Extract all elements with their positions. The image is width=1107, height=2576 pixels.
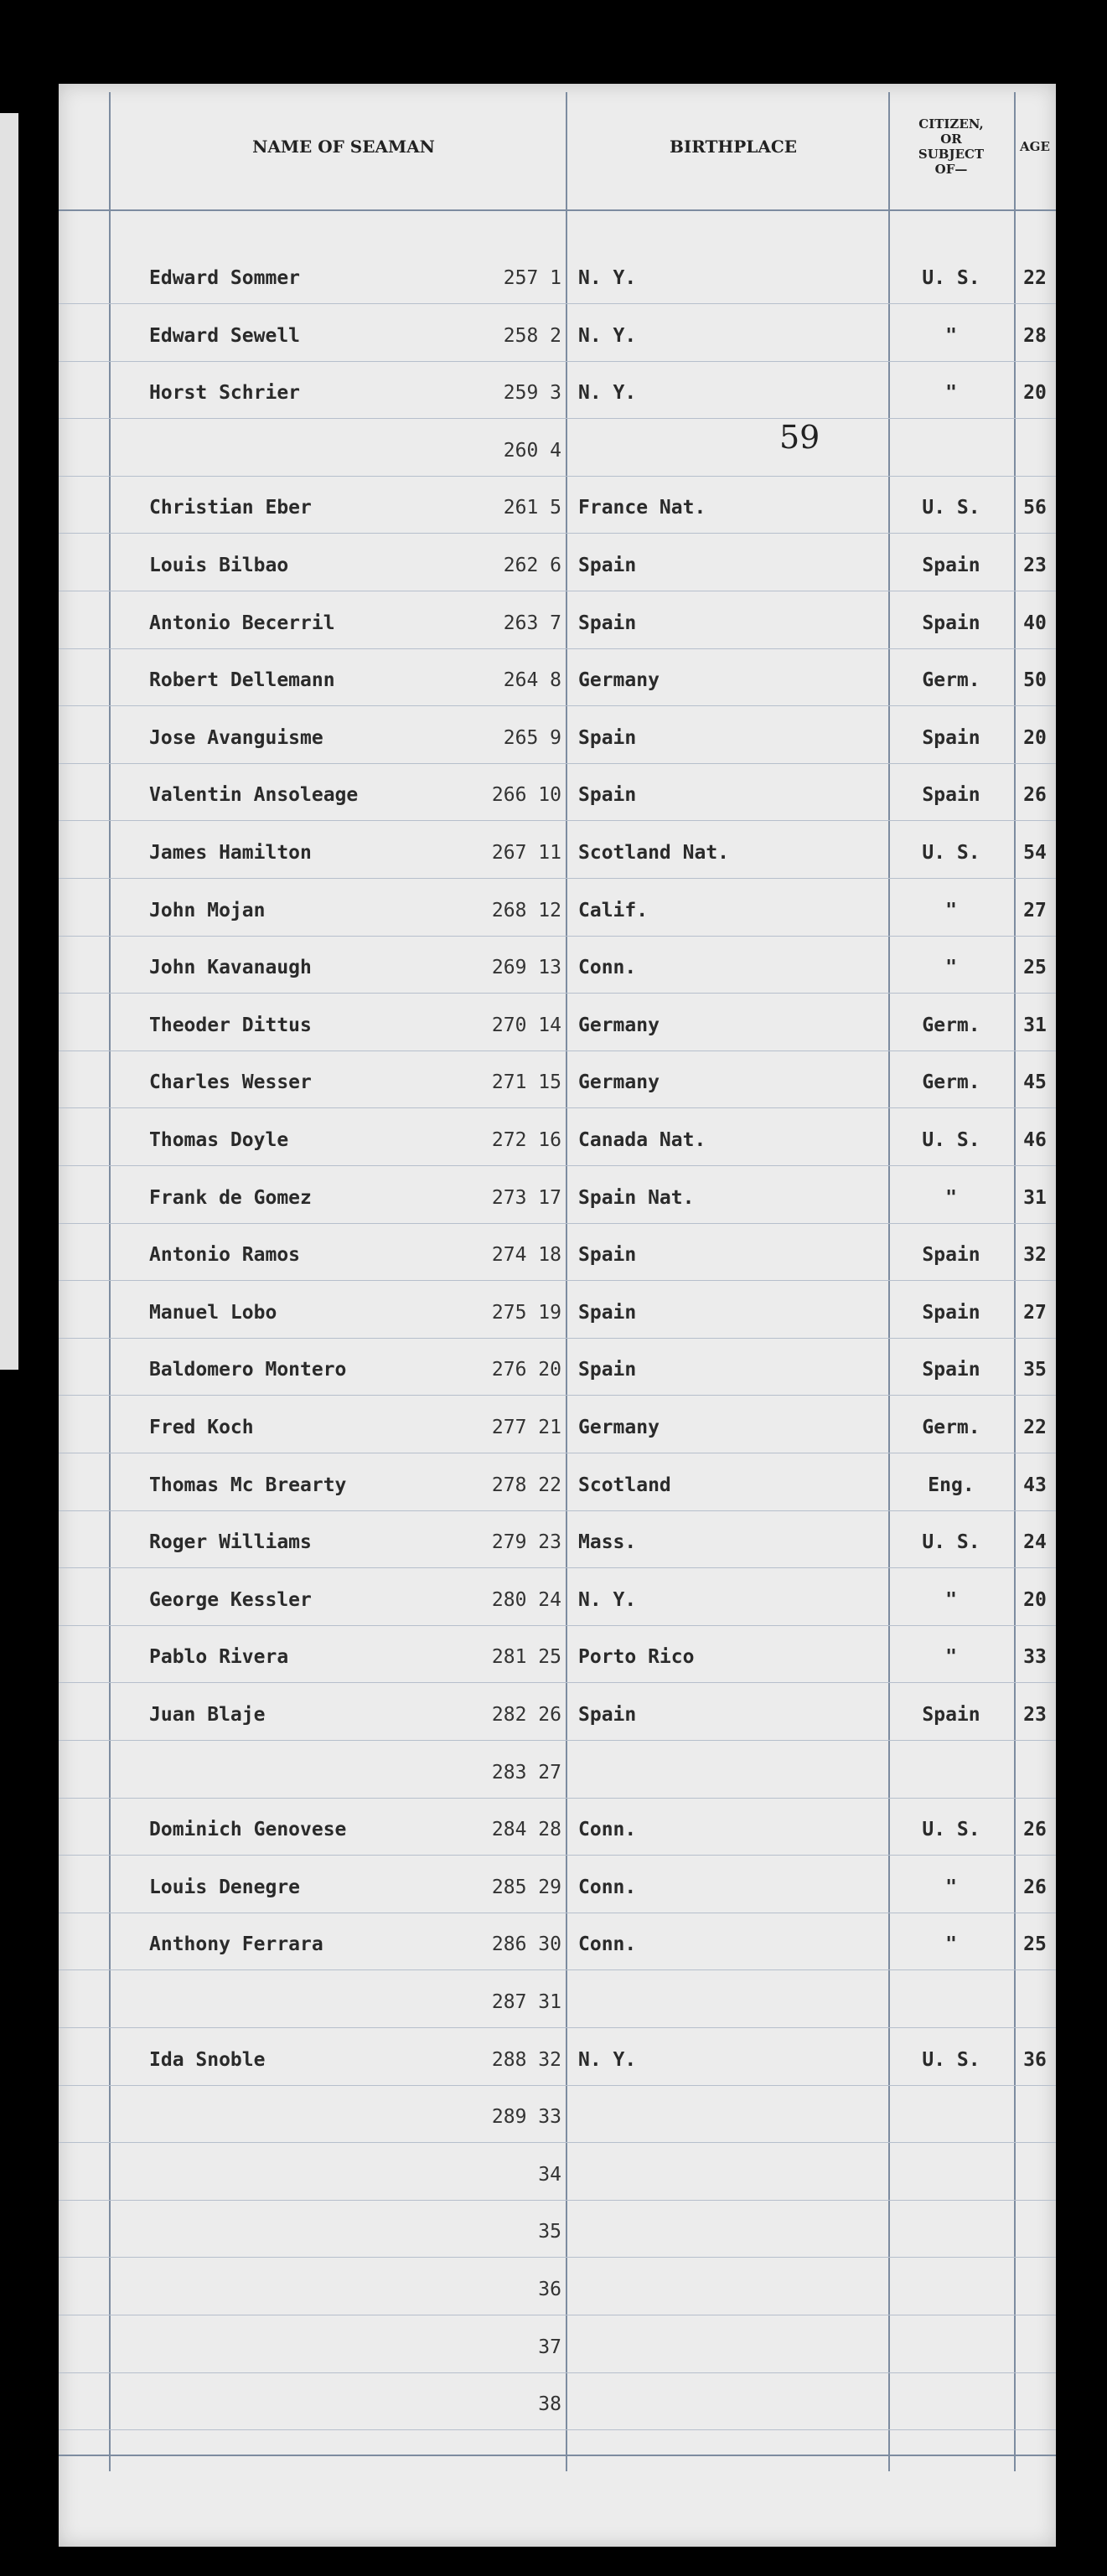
citizenship: " xyxy=(945,1646,957,1669)
age: 45 xyxy=(1023,1071,1047,1094)
age: 20 xyxy=(1023,726,1047,749)
seaman-name: Juan Blaje xyxy=(149,1704,266,1726)
birthplace: N. Y. xyxy=(578,267,637,289)
citizenship: " xyxy=(945,899,957,921)
birthplace: Conn. xyxy=(578,1819,637,1841)
seaman-name: Ida Snoble xyxy=(149,2048,266,2071)
citizenship: Germ. xyxy=(922,1014,980,1036)
line-number: 264 8 xyxy=(503,669,561,692)
birthplace: N. Y. xyxy=(578,2048,637,2071)
seaman-name: Roger Williams xyxy=(149,1531,312,1554)
birthplace: Porto Rico xyxy=(578,1646,695,1669)
table-row xyxy=(59,305,1056,362)
birthplace: Germany xyxy=(578,1417,660,1438)
table-row xyxy=(59,937,1056,994)
citizenship: Spain xyxy=(922,1359,980,1381)
line-number: 280 24 xyxy=(491,1588,561,1611)
age: 25 xyxy=(1023,1933,1047,1956)
citizenship: U. S. xyxy=(922,2048,980,2071)
age: 23 xyxy=(1023,555,1047,576)
citizenship: " xyxy=(945,1588,957,1611)
line-number: 269 13 xyxy=(491,957,561,979)
birthplace: N. Y. xyxy=(578,382,637,405)
line-number: 34 xyxy=(538,2163,561,2186)
line-number: 285 29 xyxy=(491,1876,561,1898)
seaman-name: George Kessler xyxy=(149,1588,312,1611)
table-row xyxy=(59,649,1056,706)
table-row xyxy=(59,1454,1056,1511)
seaman-name: Manuel Lobo xyxy=(149,1301,277,1324)
age: 25 xyxy=(1023,957,1047,979)
line-number: 257 1 xyxy=(503,267,561,289)
table-row xyxy=(59,1569,1056,1626)
birthplace: Calif. xyxy=(578,899,649,921)
table-row xyxy=(59,1684,1056,1741)
citizenship: " xyxy=(945,324,957,347)
birthplace-header: BIRTHPLACE xyxy=(669,137,798,157)
line-number: 266 10 xyxy=(491,784,561,807)
citizenship: " xyxy=(945,1186,957,1209)
birthplace: Conn. xyxy=(578,1876,637,1898)
birthplace: Conn. xyxy=(578,957,637,979)
citizenship: U. S. xyxy=(922,1819,980,1841)
table-row xyxy=(59,1339,1056,1396)
citizenship: U. S. xyxy=(922,267,980,289)
age: 50 xyxy=(1023,669,1047,692)
birthplace: Germany xyxy=(578,1014,660,1036)
line-number: 287 31 xyxy=(491,1991,561,2013)
age: 28 xyxy=(1023,324,1047,347)
citizenship: " xyxy=(945,1876,957,1898)
citizenship: U. S. xyxy=(922,842,980,864)
citizenship: " xyxy=(945,1933,957,1956)
citizenship: Germ. xyxy=(922,1417,980,1438)
birthplace: Spain xyxy=(578,1704,637,1726)
line-number: 259 3 xyxy=(503,382,561,405)
birthplace: Scotland xyxy=(578,1474,671,1496)
birthplace: Spain xyxy=(578,555,637,576)
name-header: NAME OF SEAMAN xyxy=(252,137,435,157)
age: 46 xyxy=(1023,1129,1047,1151)
line-number: 282 26 xyxy=(491,1704,561,1726)
table-row xyxy=(59,247,1056,304)
table-row xyxy=(59,2316,1056,2373)
table-row xyxy=(59,1109,1056,1166)
table-row xyxy=(59,822,1056,879)
table-row xyxy=(59,592,1056,649)
line-number: 268 12 xyxy=(491,899,561,921)
age: 22 xyxy=(1023,1417,1047,1438)
citizenship: Eng. xyxy=(928,1474,975,1496)
citizenship: Spain xyxy=(922,1244,980,1267)
age: 54 xyxy=(1023,842,1047,864)
age-header: AGE xyxy=(1020,139,1050,154)
seaman-name: Theoder Dittus xyxy=(149,1014,312,1036)
seaman-name: Antonio Ramos xyxy=(149,1244,301,1267)
seaman-name: Louis Bilbao xyxy=(149,555,289,576)
birthplace: France Nat. xyxy=(578,497,706,519)
seaman-name: James Hamilton xyxy=(149,842,312,864)
birthplace: Spain Nat. xyxy=(578,1186,695,1209)
seaman-name: Baldomero Montero xyxy=(149,1359,347,1381)
citizenship: Spain xyxy=(922,726,980,749)
age: 26 xyxy=(1023,1876,1047,1898)
table-row xyxy=(59,994,1056,1051)
table-row xyxy=(59,2373,1056,2430)
age: 31 xyxy=(1023,1186,1047,1209)
line-number: 261 5 xyxy=(503,497,561,519)
seaman-name: Dominich Genovese xyxy=(149,1819,347,1841)
table-row xyxy=(59,2259,1056,2315)
line-number: 258 2 xyxy=(503,324,561,347)
citizenship: Spain xyxy=(922,1301,980,1324)
table-row xyxy=(59,420,1056,477)
table-row xyxy=(59,2201,1056,2258)
seaman-name: Anthony Ferrara xyxy=(149,1933,323,1956)
table-row xyxy=(59,1051,1056,1108)
table-row xyxy=(59,1971,1056,2028)
line-number: 271 15 xyxy=(491,1071,561,1094)
birthplace: Spain xyxy=(578,726,637,749)
line-number: 276 20 xyxy=(491,1359,561,1381)
age: 43 xyxy=(1023,1474,1047,1496)
age: 32 xyxy=(1023,1244,1047,1267)
seaman-name: John Mojan xyxy=(149,899,266,921)
citizenship: Spain xyxy=(922,784,980,807)
birthplace: Germany xyxy=(578,669,660,692)
table-row xyxy=(59,2029,1056,2086)
citizenship: Spain xyxy=(922,612,980,634)
citizen-header: CITIZEN, OR SUBJECT OF— xyxy=(918,116,985,177)
citizenship: " xyxy=(945,382,957,405)
birthplace: Canada Nat. xyxy=(578,1129,706,1151)
line-number: 283 27 xyxy=(491,1761,561,1784)
line-number: 270 14 xyxy=(491,1014,561,1036)
line-number: 272 16 xyxy=(491,1129,561,1151)
birthplace: Spain xyxy=(578,784,637,807)
age: 36 xyxy=(1023,2048,1047,2071)
line-number: 263 7 xyxy=(503,612,561,634)
seaman-name: Pablo Rivera xyxy=(149,1646,289,1669)
birthplace: Scotland Nat. xyxy=(578,842,730,864)
seaman-name: Horst Schrier xyxy=(149,382,301,405)
line-number: 273 17 xyxy=(491,1186,561,1209)
age: 40 xyxy=(1023,612,1047,634)
table-row xyxy=(59,880,1056,937)
seaman-name: Antonio Becerril xyxy=(149,612,335,634)
table-row xyxy=(59,1742,1056,1799)
line-number: 278 22 xyxy=(491,1474,561,1496)
seaman-name: Robert Dellemann xyxy=(149,669,335,692)
handwritten-page-number: 59 xyxy=(779,419,820,456)
header-rule xyxy=(59,209,1056,211)
line-number: 289 33 xyxy=(491,2106,561,2129)
seaman-name: Frank de Gomez xyxy=(149,1186,312,1209)
citizenship: Spain xyxy=(922,1704,980,1726)
table-row xyxy=(59,707,1056,764)
line-number: 260 4 xyxy=(503,439,561,462)
birthplace: Mass. xyxy=(578,1531,637,1554)
seaman-name: Louis Denegre xyxy=(149,1876,301,1898)
seaman-name: John Kavanaugh xyxy=(149,957,312,979)
table-row xyxy=(59,1511,1056,1568)
age: 24 xyxy=(1023,1531,1047,1554)
line-number: 265 9 xyxy=(503,726,561,749)
seaman-name: Thomas Doyle xyxy=(149,1129,289,1151)
age: 27 xyxy=(1023,899,1047,921)
seaman-name: Fred Koch xyxy=(149,1417,254,1438)
birthplace: N. Y. xyxy=(578,324,637,347)
line-number: 279 23 xyxy=(491,1531,561,1554)
table-row xyxy=(59,764,1056,821)
table-row xyxy=(59,477,1056,534)
line-number: 284 28 xyxy=(491,1819,561,1841)
age: 23 xyxy=(1023,1704,1047,1726)
seaman-name: Edward Sewell xyxy=(149,324,301,347)
age: 56 xyxy=(1023,497,1047,519)
citizenship: " xyxy=(945,957,957,979)
line-number: 36 xyxy=(538,2279,561,2300)
age: 33 xyxy=(1023,1646,1047,1669)
table-row xyxy=(59,1856,1056,1913)
seaman-name: Charles Wesser xyxy=(149,1071,312,1094)
line-number: 286 30 xyxy=(491,1933,561,1956)
line-number: 274 18 xyxy=(491,1244,561,1267)
birthplace: Spain xyxy=(578,612,637,634)
line-number: 275 19 xyxy=(491,1301,561,1324)
table-row xyxy=(59,2086,1056,2143)
seaman-name: Jose Avanguisme xyxy=(149,726,323,749)
table-row xyxy=(59,534,1056,591)
table-row xyxy=(59,1913,1056,1970)
citizenship: U. S. xyxy=(922,497,980,519)
age: 22 xyxy=(1023,267,1047,289)
line-number: 277 21 xyxy=(491,1417,561,1438)
line-number: 281 25 xyxy=(491,1646,561,1669)
seaman-name: Valentin Ansoleage xyxy=(149,784,359,807)
age: 35 xyxy=(1023,1359,1047,1381)
table-row xyxy=(59,2144,1056,2201)
age: 20 xyxy=(1023,382,1047,405)
birthplace: Spain xyxy=(578,1301,637,1324)
table-row xyxy=(59,1224,1056,1281)
table-row xyxy=(59,362,1056,419)
table-row xyxy=(59,1396,1056,1453)
line-number: 37 xyxy=(538,2336,561,2358)
table-row xyxy=(59,1799,1056,1856)
citizenship: Germ. xyxy=(922,1071,980,1094)
line-number: 38 xyxy=(538,2393,561,2416)
table-row xyxy=(59,1626,1056,1683)
age: 27 xyxy=(1023,1301,1047,1324)
seaman-name: Christian Eber xyxy=(149,497,312,519)
line-number: 35 xyxy=(538,2221,561,2243)
citizenship: Spain xyxy=(922,555,980,576)
line-number: 262 6 xyxy=(503,555,561,576)
seaman-name: Thomas Mc Brearty xyxy=(149,1474,347,1496)
adjacent-page-edge xyxy=(0,113,18,1370)
line-number: 267 11 xyxy=(491,842,561,864)
birthplace: N. Y. xyxy=(578,1588,637,1611)
citizenship: U. S. xyxy=(922,1129,980,1151)
age: 31 xyxy=(1023,1014,1047,1036)
birthplace: Germany xyxy=(578,1071,660,1094)
crew-list-sheet xyxy=(59,84,1056,2547)
birthplace: Spain xyxy=(578,1359,637,1381)
age: 26 xyxy=(1023,1819,1047,1841)
citizenship: U. S. xyxy=(922,1531,980,1554)
citizenship: Germ. xyxy=(922,669,980,692)
age: 20 xyxy=(1023,1588,1047,1611)
line-number: 288 32 xyxy=(491,2048,561,2071)
birthplace: Spain xyxy=(578,1244,637,1267)
table-row xyxy=(59,1167,1056,1224)
table-row xyxy=(59,1282,1056,1339)
age: 26 xyxy=(1023,784,1047,807)
birthplace: Conn. xyxy=(578,1933,637,1956)
bottom-rule xyxy=(59,2455,1056,2456)
seaman-name: Edward Sommer xyxy=(149,267,301,289)
